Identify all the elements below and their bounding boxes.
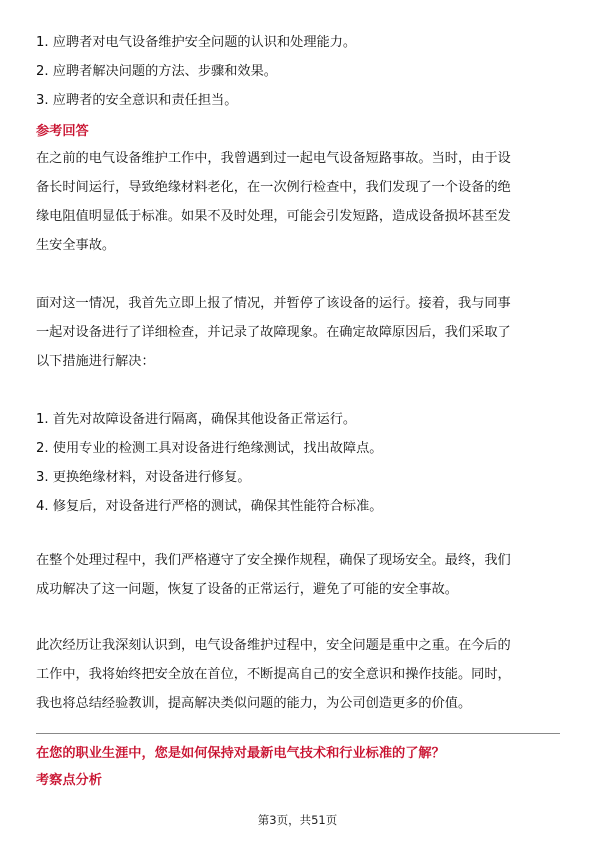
- answer-paragraph-line: 生安全事故。: [36, 238, 116, 253]
- answer-paragraph-line: 以下措施进行解决：: [36, 354, 155, 369]
- step-item: 4. 修复后，对设备进行严格的测试，确保其性能符合标准。: [36, 499, 383, 514]
- page-number: 第3页，共51页: [257, 813, 338, 827]
- section-divider: [36, 733, 560, 734]
- answer-heading: 参考回答: [36, 124, 89, 139]
- step-item: 2. 使用专业的检测工具对设备进行绝缘测试，找出故障点。: [36, 441, 383, 456]
- answer-paragraph-line: 成功解决了这一问题，恢复了设备的正常运行，避免了可能的安全事故。: [36, 582, 458, 597]
- criteria-item: 2. 应聘者解决问题的方法、步骤和效果。: [36, 64, 277, 79]
- criteria-item: 3. 应聘者的安全意识和责任担当。: [36, 93, 238, 108]
- answer-paragraph-line: 工作中，我将始终把安全放在首位，不断提高自己的安全意识和操作技能。同时，: [36, 667, 511, 682]
- answer-paragraph-line: 缘电阻值明显低于标准。如果不及时处理，可能会引发短路，造成设备损坏甚至发: [36, 209, 511, 224]
- analysis-heading: 考察点分析: [36, 773, 102, 788]
- step-item: 3. 更换绝缘材料，对设备进行修复。: [36, 470, 251, 485]
- answer-paragraph-line: 此次经历让我深刻认识到，电气设备维护过程中，安全问题是重中之重。在今后的: [36, 638, 511, 653]
- answer-paragraph-line: 面对这一情况，我首先立即上报了情况，并暂停了该设备的运行。接着，我与同事: [36, 296, 511, 311]
- next-question: 在您的职业生涯中，您是如何保持对最新电气技术和行业标准的了解？: [36, 746, 445, 761]
- criteria-item: 1. 应聘者对电气设备维护安全问题的认识和处理能力。: [36, 35, 357, 50]
- answer-paragraph-line: 在之前的电气设备维护工作中，我曾遇到过一起电气设备短路事故。当时，由于设: [36, 151, 511, 166]
- step-item: 1. 首先对故障设备进行隔离，确保其他设备正常运行。: [36, 412, 357, 427]
- answer-paragraph-line: 一起对设备进行了详细检查，并记录了故障现象。在确定故障原因后，我们采取了: [36, 325, 511, 340]
- answer-paragraph-line: 在整个处理过程中，我们严格遵守了安全操作规程，确保了现场安全。最终，我们: [36, 553, 511, 568]
- answer-paragraph-line: 我也将总结经验教训，提高解决类似问题的能力，为公司创造更多的价值。: [36, 696, 472, 711]
- answer-paragraph-line: 备长时间运行，导致绝缘材料老化，在一次例行检查中，我们发现了一个设备的绝: [36, 180, 511, 195]
